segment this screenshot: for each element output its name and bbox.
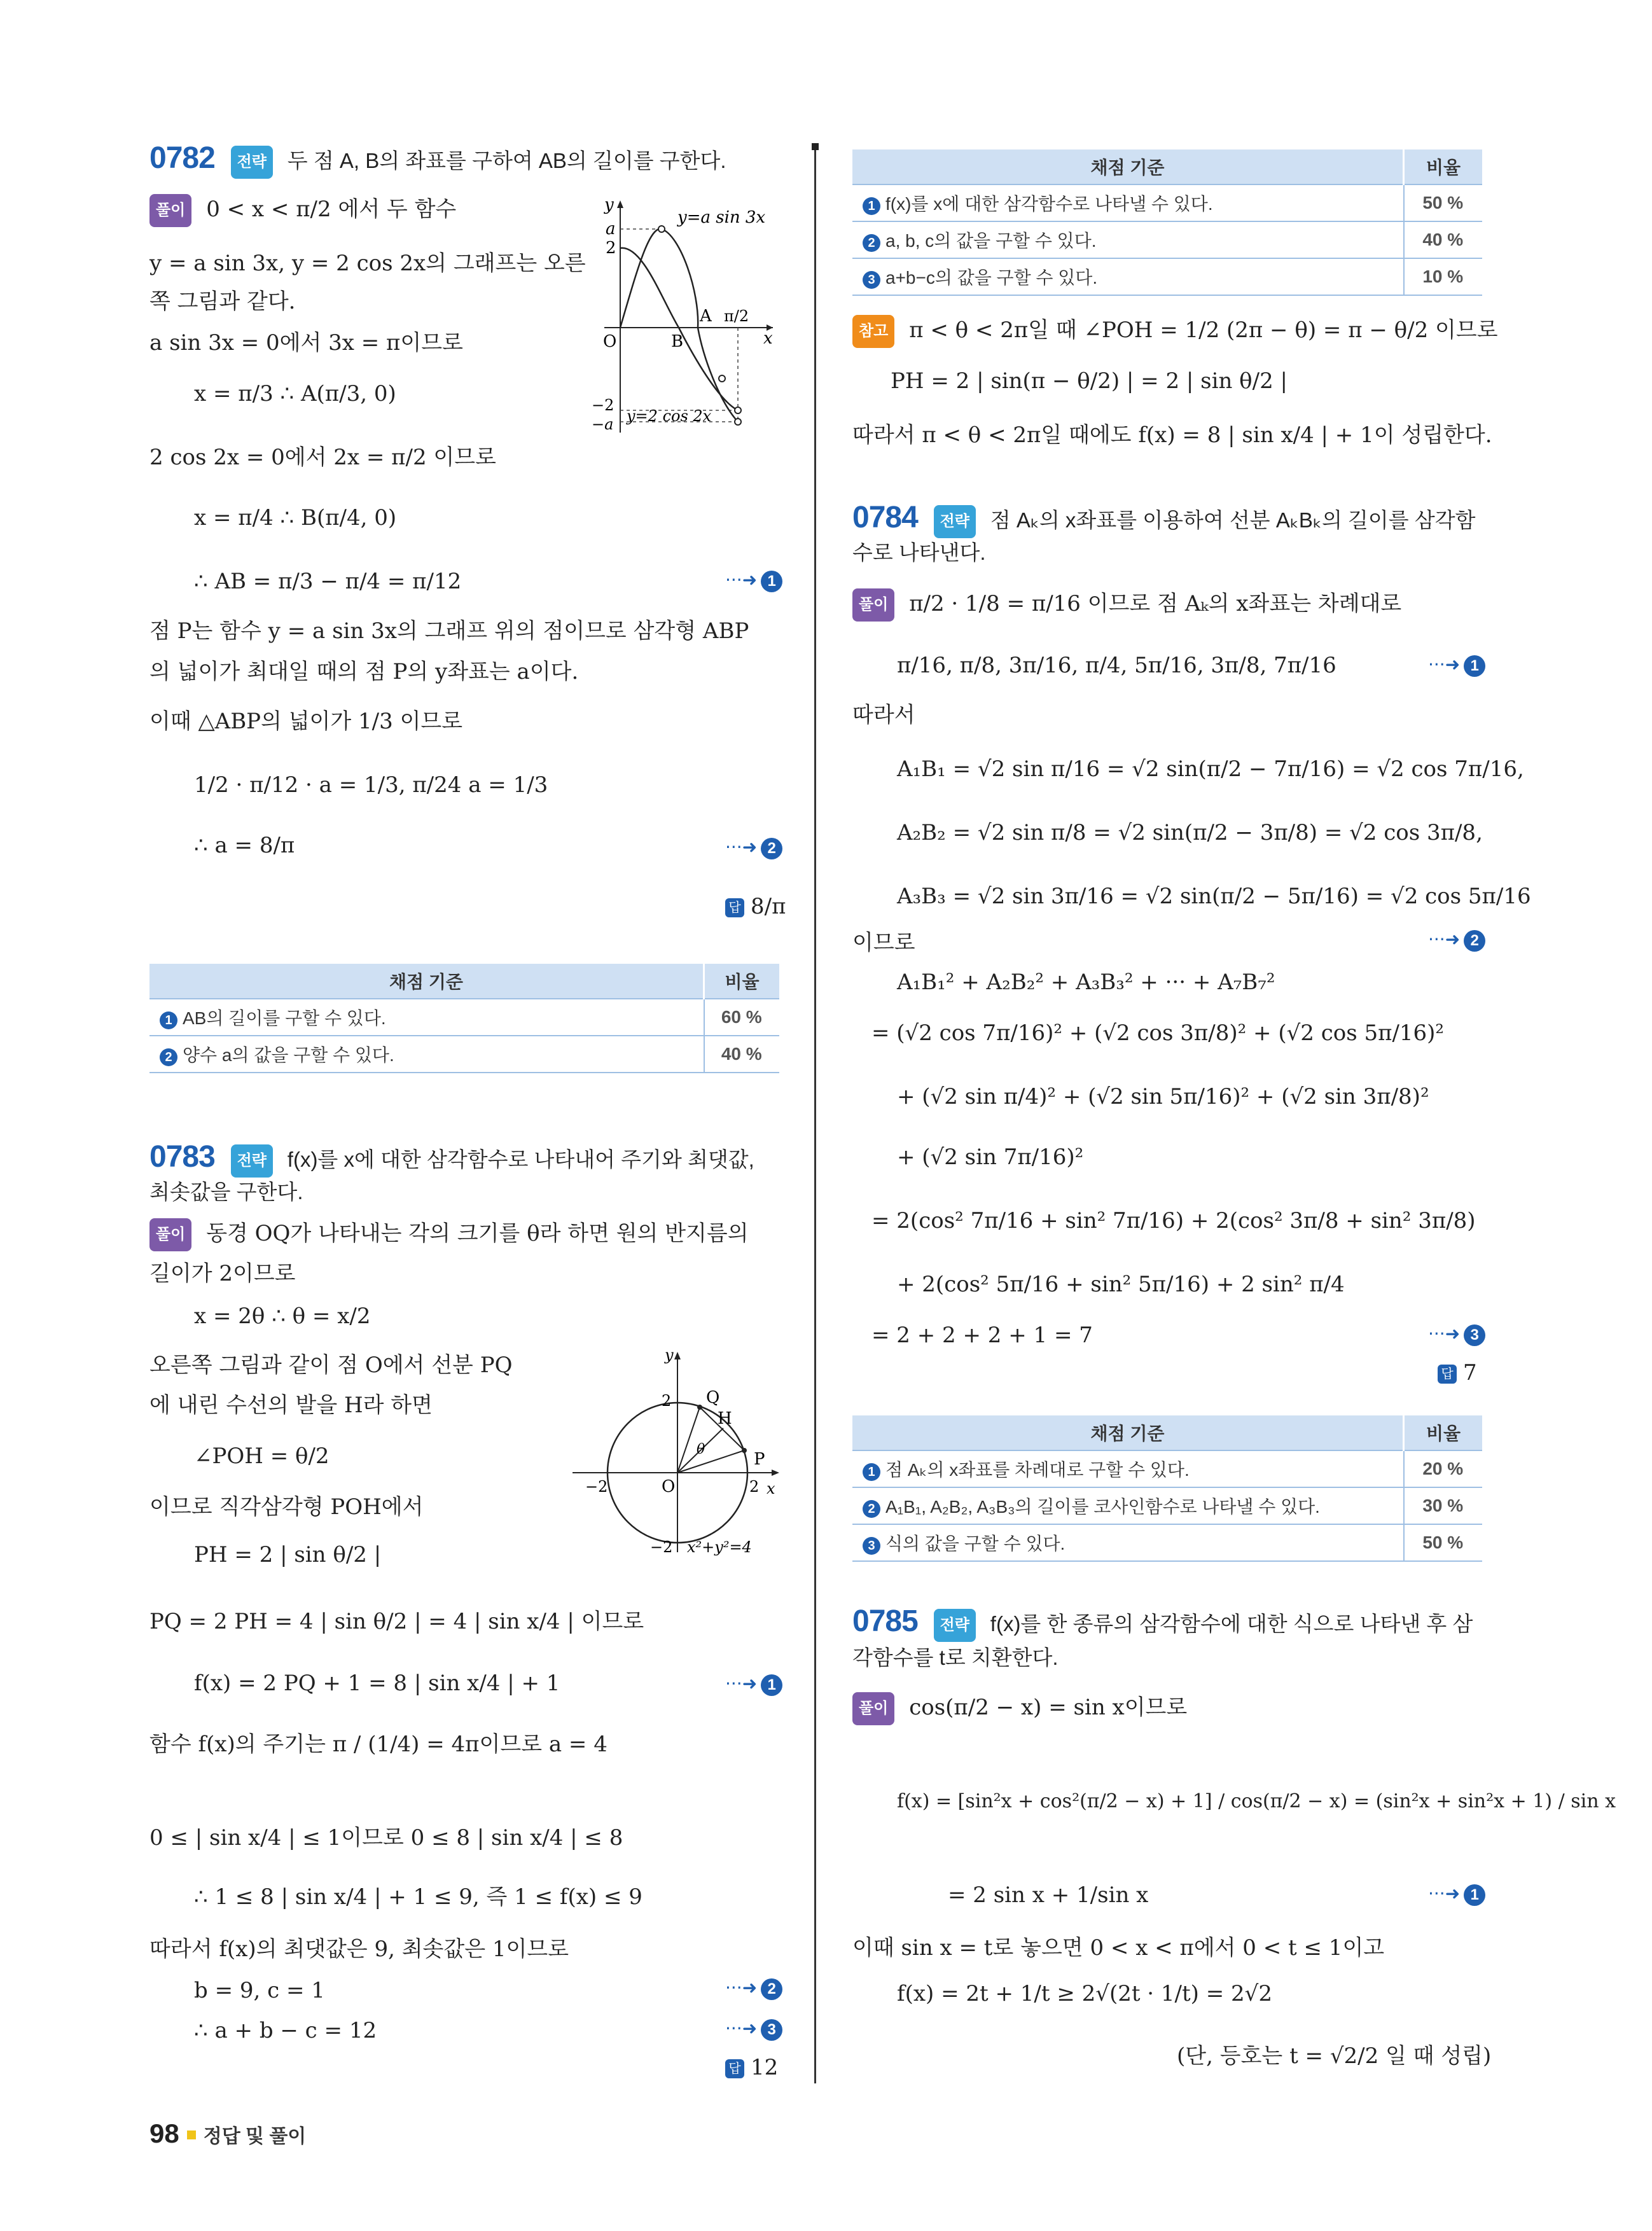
- table-row: 2 양수 a의 값을 구할 수 있다. 40 %: [149, 1036, 779, 1073]
- text-line: y = a sin 3x, y = 2 cos 2x의 그래프는 오른: [149, 251, 586, 276]
- text-line: 이므로 직각삼각형 POH에서: [149, 1494, 424, 1520]
- solution-tag-icon: 풀이: [852, 588, 894, 622]
- strategy-tag-icon: 전략: [231, 146, 273, 179]
- text-line: 이므로: [852, 930, 915, 956]
- svg-text:2: 2: [606, 239, 616, 258]
- column-divider: [814, 143, 816, 2083]
- answer-icon: 답: [725, 898, 744, 917]
- table-row: 3 a+b−c의 값을 구할 수 있다. 10 %: [852, 258, 1482, 295]
- problem-0783-header: [149, 1142, 754, 1178]
- solution-tag-icon: 풀이: [149, 194, 191, 227]
- unit-circle-graph: [573, 1349, 782, 1555]
- svg-text:y=a sin 3x: y=a sin 3x: [677, 208, 766, 227]
- svg-text:H: H: [718, 1409, 732, 1428]
- strategy-text: f(x)를 한 종류의 삼각함수에 대한 식으로 나타낸 후 삼: [990, 1612, 1473, 1636]
- text-line: A₃B₃ = √2 sin 3π/16 = √2 sin(π/2 − 5π/16) = √2 cos 5π/16: [897, 884, 1531, 909]
- answer-icon: 답: [1438, 1365, 1457, 1384]
- strategy-text: 두 점 A, B의 좌표를 구하여 AB의 길이를 구한다.: [287, 149, 726, 172]
- answer: 답 8/π: [725, 894, 786, 919]
- note-line: [852, 315, 1498, 348]
- svg-text:−2: −2: [592, 396, 614, 414]
- svg-text:y=2 cos 2x: y=2 cos 2x: [627, 407, 712, 425]
- text-line: = 2 sin x + 1/sin x: [948, 1882, 1149, 1908]
- text-line: 0 ≤ | sin x/4 | ≤ 1이므로 0 ≤ 8 | sin x/4 | ≤ 8: [149, 1825, 623, 1851]
- text-line: ∴ a = 8/π: [194, 833, 295, 858]
- svg-text:x: x: [763, 329, 773, 348]
- text-line: 1/2 · π/12 · a = 1/3, π/24 a = 1/3: [194, 772, 548, 798]
- text-line: 길이가 2이므로: [149, 1261, 296, 1286]
- solution-tag-icon: 풀이: [149, 1218, 191, 1251]
- text-line: 이때 sin x = t로 놓으면 0 < x < π에서 0 < t ≤ 1이고: [852, 1935, 1385, 1961]
- text-line: 0 < x < π/2 에서 두 함수: [206, 197, 457, 222]
- step-marker-1: ···➜ 1: [725, 569, 782, 592]
- text-line: 이때 △ABP의 넓이가 1/3 이므로: [149, 709, 463, 734]
- text-line: 함수 f(x)의 주기는 π / (1/4) = 4π이므로 a = 4: [149, 1732, 607, 1757]
- strategy-text: 점 Aₖ의 x좌표를 이용하여 선분 AₖBₖ의 길이를 삼각함: [990, 508, 1476, 532]
- svg-text:O: O: [662, 1477, 676, 1496]
- criteria-header: 채점 기준: [149, 964, 704, 999]
- criteria-header: 채점 기준: [852, 149, 1404, 184]
- step-marker-1: ···➜ 1: [1428, 1883, 1485, 1906]
- criteria-header: 채점 기준: [852, 1415, 1404, 1450]
- text-line: f(x) = 2t + 1/t ≥ 2√(2t · 1/t) = 2√2: [897, 1981, 1272, 2006]
- text-line: = 2(cos² 7π/16 + sin² 7π/16) + 2(cos² 3π/8 + sin² 3π/8): [871, 1208, 1476, 1234]
- svg-text:B: B: [671, 332, 684, 351]
- strategy-tag-icon: 전략: [934, 1609, 976, 1642]
- step-marker-1: ···➜ 1: [725, 1673, 782, 1696]
- scoring-criteria-table: [852, 1415, 1482, 1562]
- table-row: 2 A₁B₁, A₂B₂, A₃B₃의 길이를 코사인함수로 나타낼 수 있다. 30 %: [852, 1487, 1482, 1524]
- text-line: PH = 2 | sin(π − θ/2) | = 2 | sin θ/2 |: [891, 368, 1288, 394]
- problem-number: 0785: [852, 1604, 918, 1638]
- step-marker-1: ···➜ 1: [1428, 654, 1485, 677]
- answer: 답 7: [1438, 1360, 1477, 1386]
- text-line: 점 P는 함수 y = a sin 3x의 그래프 위의 점이므로 삼각형 ABP: [149, 618, 749, 644]
- text-line: x = π/4 ∴ B(π/4, 0): [194, 505, 397, 531]
- problem-number: 0782: [149, 141, 215, 175]
- table-row: 1 AB의 길이를 구할 수 있다. 60 %: [149, 999, 779, 1036]
- ratio-header: 비율: [1404, 1415, 1483, 1450]
- svg-text:−2: −2: [650, 1538, 673, 1555]
- svg-text:y: y: [604, 195, 614, 214]
- text-line: = 2 + 2 + 2 + 1 = 7: [871, 1323, 1093, 1348]
- svg-text:a: a: [606, 219, 616, 239]
- sine-cosine-graph: [592, 191, 779, 436]
- scoring-criteria-table: [852, 149, 1482, 296]
- svg-text:θ: θ: [697, 1442, 705, 1457]
- page-footer: [149, 2118, 306, 2149]
- problem-0785-header: [852, 1606, 1473, 1642]
- text-line: 에 내린 수선의 발을 H라 하면: [149, 1393, 433, 1418]
- text-line: + (√2 sin 7π/16)²: [897, 1144, 1084, 1170]
- text-line: = (√2 cos 7π/16)² + (√2 cos 3π/8)² + (√2 cos 5π/16)²: [871, 1020, 1445, 1046]
- table-row: 1 f(x)를 x에 대한 삼각함수로 나타낼 수 있다. 50 %: [852, 184, 1482, 221]
- text-line: PQ = 2 PH = 4 | sin θ/2 | = 4 | sin x/4 | 이므로: [149, 1609, 644, 1634]
- strategy-tag-icon: 전략: [231, 1144, 273, 1178]
- text-line: b = 9, c = 1: [194, 1978, 325, 2003]
- text-line: 따라서: [852, 702, 915, 728]
- svg-text:P: P: [754, 1450, 765, 1469]
- scoring-criteria-table: [149, 964, 779, 1073]
- text-line: A₁B₁ = √2 sin π/16 = √2 sin(π/2 − 7π/16) = √2 cos 7π/16,: [897, 756, 1524, 782]
- square-bullet-icon: [187, 2130, 196, 2139]
- svg-text:Q: Q: [706, 1388, 720, 1407]
- table-row: 3 식의 값을 구할 수 있다. 50 %: [852, 1524, 1482, 1561]
- problem-number: 0784: [852, 501, 918, 534]
- text-line: (단, 등호는 t = √2/2 일 때 성립): [1177, 2043, 1492, 2069]
- solution-line: [149, 1218, 749, 1251]
- table-row: 1 점 Aₖ의 x좌표를 차례대로 구할 수 있다. 20 %: [852, 1450, 1482, 1487]
- text-line: π/16, π/8, 3π/16, π/4, 5π/16, 3π/8, 7π/16: [897, 653, 1336, 678]
- text-line: cos(π/2 − x) = sin x이므로: [909, 1695, 1188, 1720]
- text-line: ∠POH = θ/2: [194, 1443, 330, 1469]
- text-line: x = π/3 ∴ A(π/3, 0): [194, 381, 396, 407]
- problem-0782-header: [149, 143, 726, 179]
- step-marker-2: ···➜ 2: [725, 837, 782, 859]
- solution-line: [149, 194, 456, 227]
- strategy-text: 수로 나타낸다.: [852, 541, 986, 564]
- text-line: 따라서 f(x)의 최댓값은 9, 최솟값은 1이므로: [149, 1936, 569, 1962]
- text-line: 쪽 그림과 같다.: [149, 289, 296, 314]
- solution-tag-icon: 풀이: [852, 1692, 894, 1725]
- text-line: 2 cos 2x = 0에서 2x = π/2 이므로: [149, 445, 496, 470]
- table-row: 2 a, b, c의 값을 구할 수 있다. 40 %: [852, 221, 1482, 258]
- ratio-header: 비율: [1404, 149, 1483, 184]
- svg-text:O: O: [603, 332, 617, 351]
- svg-text:−a: −a: [592, 415, 614, 433]
- text-line: 따라서 π < θ < 2π일 때에도 f(x) = 8 | sin x/4 | + 1이 성립한다.: [852, 422, 1492, 448]
- strategy-text: 각함수를 t로 치환한다.: [852, 1646, 1059, 1669]
- text-line: ∴ AB = π/3 − π/4 = π/12: [194, 569, 462, 594]
- svg-text:x: x: [767, 1480, 775, 1498]
- text-line: 오른쪽 그림과 같이 점 O에서 선분 PQ: [149, 1352, 513, 1378]
- text-line: A₁B₁² + A₂B₂² + A₃B₃² + ··· + A₇B₇²: [897, 970, 1275, 995]
- page-number: 98: [149, 2118, 179, 2148]
- text-line: PH = 2 | sin θ/2 |: [194, 1542, 382, 1567]
- text-line: 동경 OQ가 나타내는 각의 크기를 θ라 하면 원의 반지름의: [206, 1221, 749, 1246]
- svg-text:y: y: [665, 1349, 674, 1364]
- svg-text:x²+y²=4: x²+y²=4: [687, 1538, 752, 1555]
- svg-text:π/2: π/2: [724, 307, 749, 325]
- svg-text:A: A: [700, 307, 712, 326]
- svg-text:2: 2: [749, 1478, 760, 1496]
- note-tag-icon: 참고: [852, 315, 894, 348]
- answer: 답 12: [725, 2055, 778, 2080]
- ratio-header: 비율: [704, 964, 780, 999]
- step-marker-3: ···➜ 3: [1428, 1323, 1485, 1346]
- svg-text:−2: −2: [585, 1478, 608, 1496]
- solution-line: [852, 1692, 1187, 1725]
- text-line: π < θ < 2π일 때 ∠POH = 1/2 (2π − θ) = π − θ/2 이므로: [909, 317, 1498, 343]
- text-line: f(x) = [sin²x + cos²(π/2 − x) + 1] / cos(π/2 − x) = (sin²x + sin²x + 1) / sin x: [897, 1790, 1616, 1812]
- problem-number: 0783: [149, 1140, 215, 1174]
- text-line: f(x) = 2 PQ + 1 = 8 | sin x/4 | + 1: [194, 1671, 560, 1696]
- step-marker-2: ···➜ 2: [1428, 929, 1485, 952]
- text-line: + 2(cos² 5π/16 + sin² 5π/16) + 2 sin² π/4: [897, 1272, 1345, 1297]
- step-marker-2: ···➜ 2: [725, 1977, 782, 2000]
- text-line: ∴ 1 ≤ 8 | sin x/4 | + 1 ≤ 9, 즉 1 ≤ f(x) ≤ 9: [194, 1884, 642, 1910]
- text-line: a sin 3x = 0에서 3x = π이므로: [149, 330, 463, 356]
- column-divider-marker: [812, 143, 819, 150]
- text-line: + (√2 sin π/4)² + (√2 sin 5π/16)² + (√2 sin 3π/8)²: [897, 1084, 1429, 1109]
- solution-line: [852, 588, 1401, 622]
- answer-icon: 답: [725, 2059, 744, 2078]
- problem-0784-header: [852, 503, 1475, 538]
- footer-label: 정답 및 풀이: [203, 2126, 307, 2147]
- text-line: π/2 · 1/8 = π/16 이므로 점 Aₖ의 x좌표는 차례대로: [909, 591, 1402, 616]
- text-line: A₂B₂ = √2 sin π/8 = √2 sin(π/2 − 3π/8) = √2 cos 3π/8,: [897, 820, 1483, 845]
- text-line: ∴ a + b − c = 12: [194, 2018, 377, 2043]
- strategy-text: f(x)를 x에 대한 삼각함수로 나타내어 주기와 최댓값,: [287, 1148, 754, 1171]
- text-line: x = 2θ ∴ θ = x/2: [194, 1303, 371, 1329]
- svg-text:2: 2: [662, 1392, 672, 1410]
- strategy-tag-icon: 전략: [934, 505, 976, 538]
- step-marker-3: ···➜ 3: [725, 2018, 782, 2041]
- text-line: 의 넓이가 최대일 때의 점 P의 y좌표는 a이다.: [149, 659, 579, 685]
- strategy-text: 최솟값을 구한다.: [149, 1180, 303, 1204]
